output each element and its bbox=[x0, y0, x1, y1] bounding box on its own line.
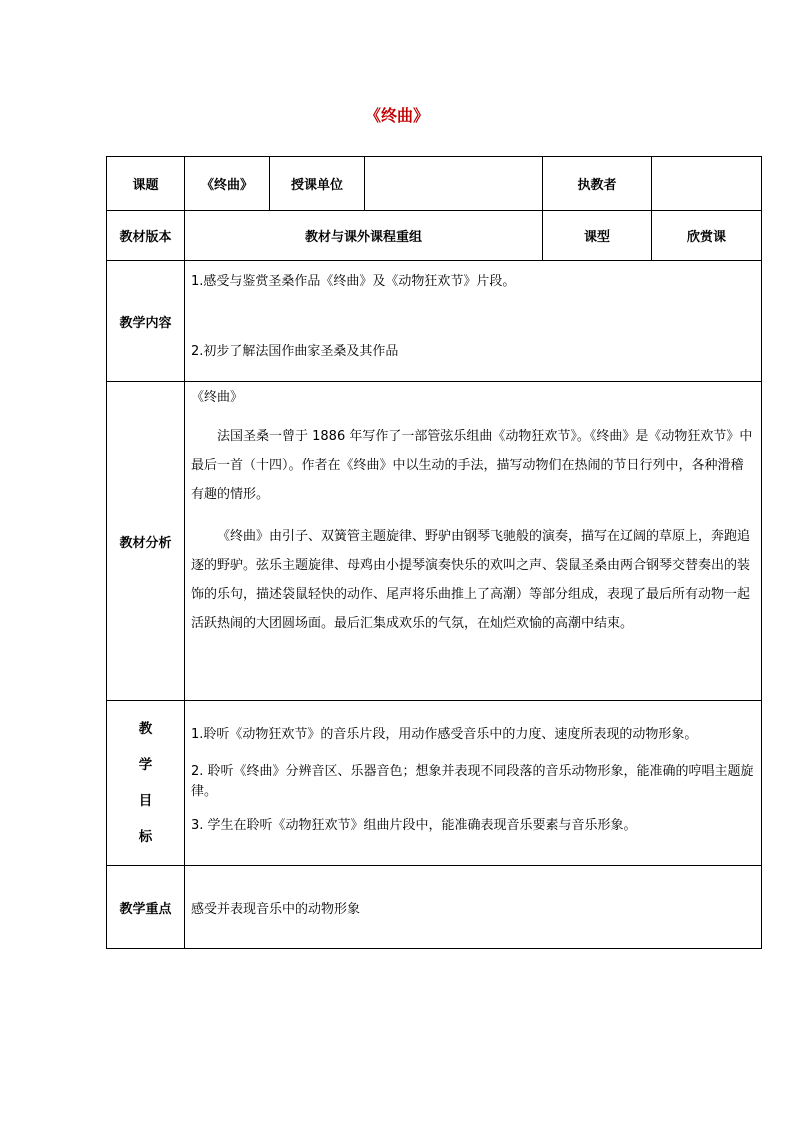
goals-label-char-3: 目 bbox=[138, 793, 153, 809]
key-points-label: 教学重点 bbox=[107, 866, 185, 949]
teacher-value bbox=[652, 157, 762, 211]
analysis-label: 教材分析 bbox=[107, 382, 185, 701]
goals-label-char-2: 学 bbox=[138, 757, 153, 773]
goals-label-char-4: 标 bbox=[138, 829, 153, 845]
topic-value: 《终曲》 bbox=[185, 157, 270, 211]
row-content bbox=[107, 261, 762, 382]
unit-value bbox=[365, 157, 543, 211]
row-header bbox=[107, 157, 762, 211]
content-item-1: 1.感受与鉴赏圣桑作品《终曲》及《动物狂欢节》片段。 bbox=[191, 274, 516, 289]
lesson-type-label: 课型 bbox=[543, 211, 652, 261]
analysis-cell bbox=[185, 382, 762, 701]
unit-label: 授课单位 bbox=[270, 157, 365, 211]
goals-label-char-1: 教 bbox=[138, 721, 153, 737]
key-points-value: 感受并表现音乐中的动物形象 bbox=[185, 866, 762, 949]
content-label: 教学内容 bbox=[107, 261, 185, 382]
goals-cell bbox=[185, 701, 762, 866]
row-edition bbox=[107, 211, 762, 261]
document-title: 《终曲》 bbox=[364, 106, 429, 125]
goal-1: 1.聆听《动物狂欢节》的音乐片段，用动作感受音乐中的力度、速度所表现的动物形象。 bbox=[191, 727, 698, 742]
row-key-points bbox=[107, 866, 762, 949]
analysis-heading: 《终曲》 bbox=[191, 390, 244, 405]
topic-label: 课题 bbox=[107, 157, 185, 211]
row-analysis bbox=[107, 382, 762, 701]
analysis-paragraph-2: 《终曲》由引子、双簧管主题旋律、野驴由钢琴飞驰般的演奏，描写在辽阔的草原上，奔跑追逐的野驴。弦乐主题旋律、母鸡由小提琴演奏快乐的欢叫之声、袋鼠圣桑由两合钢琴交替奏出的装饰的乐句，描述袋鼠轻快的动作、尾声将乐曲推上了高潮）等部分组成，表现了最后所有动物一起活跃热闹的大团圆场面。最后汇集成欢乐的气氛，在灿烂欢愉的高潮中结束。 bbox=[191, 529, 751, 631]
analysis-paragraph-1: 法国圣桑一曾于 1886 年写作了一部管弦乐组曲《动物狂欢节》。《终曲》是《动物狂欢节》中最后一首（十四）。作者在《终曲》中以生动的手法，描写动物们在热闹的节日行列中，各种滑稽有趣的情形。 bbox=[191, 429, 753, 502]
teacher-label: 执教者 bbox=[543, 157, 652, 211]
lesson-plan-table bbox=[106, 156, 762, 949]
row-goals bbox=[107, 701, 762, 866]
content-item-2: 2.初步了解法国作曲家圣桑及其作品 bbox=[191, 344, 399, 359]
goal-2: 2. 聆听《终曲》分辨音区、乐器音色；想象并表现不同段落的音乐动物形象，能准确的哼唱主题旋律。 bbox=[191, 764, 754, 799]
content-cell bbox=[185, 261, 762, 382]
lesson-type-value: 欣赏课 bbox=[652, 211, 762, 261]
edition-label: 教材版本 bbox=[107, 211, 185, 261]
goals-label bbox=[107, 701, 185, 866]
goal-3: 3. 学生在聆听《动物狂欢节》组曲片段中，能准确表现音乐要素与音乐形象。 bbox=[191, 818, 637, 833]
edition-value: 教材与课外课程重组 bbox=[185, 211, 543, 261]
